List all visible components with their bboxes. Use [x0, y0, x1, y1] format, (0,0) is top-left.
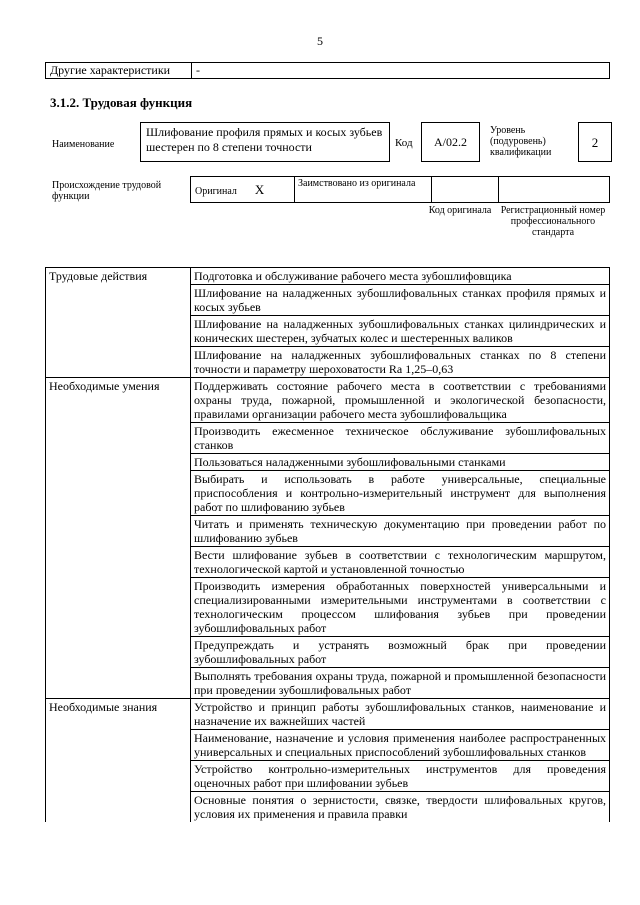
list-item: Основные понятия о зернистости, связке, твердости шлифовальных кругов, условия их применения и правила правки — [191, 792, 610, 823]
code-original-label: Код оригинала — [428, 205, 492, 216]
list-item: Поддерживать состояние рабочего места в соответствии с требованиями охраны труда, пожарной, промышленной и экологической безопасности, правилами организации рабочего места зубошлифовальщика — [191, 378, 610, 423]
table-row — [46, 378, 610, 423]
table-row — [46, 699, 610, 730]
origin-label: Происхождение трудовой функции — [52, 180, 162, 202]
list-item: Производить измерения обработанных поверхностей универсальными и специализированными измерительными инструментами в соответствии с технологическим процессом шлифования зубьев при проведении зубошлифовальных работ — [191, 578, 610, 637]
level-value-box — [578, 122, 612, 162]
table-row — [46, 268, 610, 285]
name-value-box — [140, 122, 390, 162]
original-label: Оригинал — [195, 185, 237, 197]
list-item: Производить ежесменное техническое обслуживание зубошлифовальных станков — [191, 423, 610, 454]
level-label: Уровень (подуровень) квалификации — [490, 125, 552, 158]
original-mark: X — [254, 181, 265, 197]
name-value: Шлифование профиля прямых и косых зубьев шестерен по 8 степени точности — [146, 125, 383, 154]
code-label: Код — [395, 137, 413, 149]
section-title: 3.1.2. Трудовая функция — [50, 95, 193, 110]
code-original-cell — [432, 177, 499, 203]
list-item: Шлифование на наладженных зубошлифовальных станках профиля прямых и косых зубьев — [191, 285, 610, 316]
list-item: Вести шлифование зубьев в соответствии с технологическим маршрутом, технологической картой и установленной точностью — [191, 547, 610, 578]
list-item: Предупреждать и устранять возможный брак при проведении зубошлифовальных работ — [191, 637, 610, 668]
other-characteristics-table — [45, 62, 610, 79]
reg-number-cell — [499, 177, 610, 203]
level-value: 2 — [591, 135, 599, 150]
list-item: Читать и применять техническую документацию при проведении работ по шлифованию зубьев — [191, 516, 610, 547]
page-number: 5 — [317, 34, 323, 48]
list-item: Выполнять требования охраны труда, пожарной и промышленной безопасности при проведении зубошлифовальных работ — [191, 668, 610, 699]
code-value: А/02.2 — [434, 135, 467, 149]
name-label: Наименование — [52, 139, 115, 150]
code-value-box — [421, 122, 480, 162]
list-item: Устройство и принцип работы зубошлифовальных станков, наименование и назначение их важнейших частей — [191, 699, 610, 730]
original-cell — [191, 177, 295, 203]
labor-function-table — [45, 267, 610, 822]
reg-number-label: Регистрационный номер профессионального стандарта — [500, 205, 606, 238]
other-characteristics-label: Другие характеристики — [46, 63, 192, 79]
section-title-cell: Необходимые умения — [46, 378, 191, 699]
other-characteristics-value: - — [192, 63, 610, 79]
list-item: Устройство контрольно-измерительных инструментов для проведения оценочных работ при шлифовании зубьев — [191, 761, 610, 792]
list-item: Подготовка и обслуживание рабочего места зубошлифовщика — [191, 268, 610, 285]
list-item: Выбирать и использовать в работе универсальные, специальные приспособления и контрольно-измерительный инструмент для выполнения работ по шлифованию зубьев — [191, 471, 610, 516]
section-title-cell: Трудовые действия — [46, 268, 191, 378]
list-item: Наименование, назначение и условия применения наиболее распространенных универсальных и специальных приспособлений зубошлифовальных станков — [191, 730, 610, 761]
list-item: Шлифование на наладженных зубошлифовальных станках по 8 степени точности и параметру шероховатости Ra 1,25–0,63 — [191, 347, 610, 378]
list-item: Шлифование на наладженных зубошлифовальных станках цилиндрических и конических шестерен, зубчатых колес и шестеренных валиков — [191, 316, 610, 347]
section-title-cell: Необходимые знания — [46, 699, 191, 823]
origin-table — [190, 176, 610, 203]
borrowed-label: Заимствовано из оригинала — [295, 177, 432, 203]
list-item: Пользоваться наладженными зубошлифовальными станками — [191, 454, 610, 471]
